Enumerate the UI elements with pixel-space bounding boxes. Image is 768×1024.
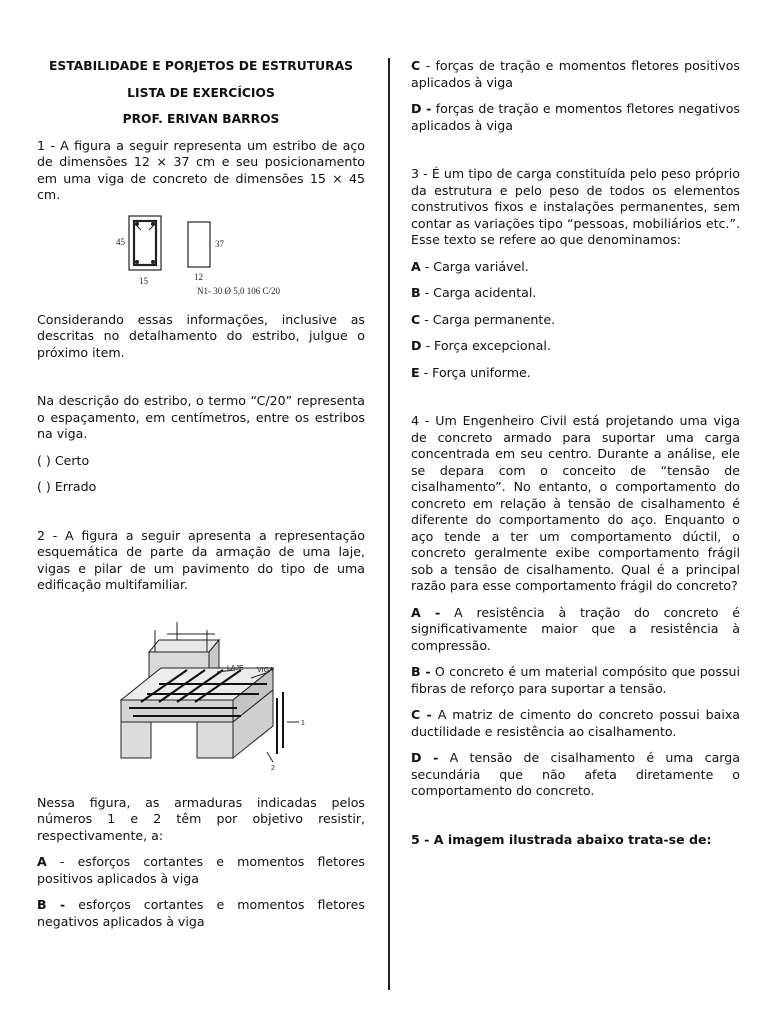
q3-option-e: E - Força uniforme.	[411, 364, 531, 380]
document-title: ESTABILIDADE E PORJETOS DE ESTRUTURAS	[49, 59, 353, 73]
beam-height-label: 45	[116, 236, 125, 247]
q5-intro: 5 - A imagem ilustrada abaixo trata-se de:	[411, 831, 712, 847]
q1-intro: 1 - A figura a seguir representa um estribo de aço de dimensões 12 × 37 cm e seu posicionamento em uma viga de concreto de dimensões 15 × 45 cm.	[37, 137, 365, 202]
viga-label: VIGA	[257, 666, 274, 674]
stirrup-spec-label: N1- 30 Ø 5,0 106 C/20	[197, 285, 280, 296]
beam-width-label: 15	[139, 275, 148, 286]
stirrup-width-label: 12	[194, 271, 203, 282]
q1-statement: Na descrição do estribo, o termo “C/20” representa o espaçamento, em centímetros, entre os estribos na viga.	[37, 393, 365, 441]
q3-intro: 3 - É um tipo de carga constituída pelo peso próprio da estrutura e pelo peso de todos os elementos construtivos fixos e instalações permanentes, sem contar as variações tipo “pessoas, mobiliários etc.”. Esse texto se refere ao que denominamos:	[411, 166, 740, 247]
q2-option-c: C - forças de tração e momentos fletores positivos aplicados à viga	[411, 58, 740, 90]
professor-name: PROF. ERIVAN BARROS	[122, 112, 280, 126]
q2-option-a: A - esforços cortantes e momentos fletores positivos aplicados à viga	[37, 854, 365, 886]
q3-option-b: B - Carga acidental.	[411, 285, 537, 300]
rebar-2-label: 2	[271, 764, 275, 772]
document-subtitle: LISTA DE EXERCÍCIOS	[127, 85, 275, 100]
q1-option-certo: ( ) Certo	[37, 452, 90, 468]
q2-option-d: D - forças de tração e momentos fletores negativos aplicados à viga	[411, 101, 740, 133]
left-column	[37, 58, 365, 940]
q2-option-b: B - esforços cortantes e momentos fletores negativos aplicados à viga	[37, 897, 365, 929]
right-column	[411, 58, 740, 858]
laje-label: LAJE	[227, 664, 244, 672]
q4-option-b: B - O concreto é um material compósito que possui fibras de reforço para suportar a tensão.	[411, 664, 740, 696]
q3-option-a: A - Carga variável.	[411, 258, 529, 274]
q2-intro: 2 - A figura a seguir apresenta a representação esquemática de parte da armação de uma laje, vigas e pilar de um pavimento do tipo de uma edificação multifamiliar.	[37, 527, 365, 592]
stirrup-height-label: 37	[215, 238, 224, 249]
q2-question: Nessa figura, as armaduras indicadas pelos números 1 e 2 têm por objetivo resistir, respectivamente, a:	[37, 794, 365, 843]
q4-option-a: A - A resistência à tração do concreto é significativamente maior que a resistência à compressão.	[411, 604, 740, 653]
rebar-1-label: 1	[301, 719, 305, 727]
q4-intro: 4 - Um Engenheiro Civil está projetando uma viga de concreto armado para suportar uma carga concentrada em seu centro. Durante a análise, ele se depara com o conceito de “tensão de cisalhamento”. No entanto, o comportamento do concreto em relação à tensão de cisalhamento é diferente do comportamento do aço. Enquanto o aço tende a ter um comportamento dúctil, o concreto geralmente exibe comportamento frágil sob a tensão de cisalhamento. Qual é a principal razão para esse comportamento frágil do concreto?	[411, 413, 740, 593]
stirrup-figure	[37, 214, 365, 304]
q1-context: Considerando essas informações, inclusive as descritas no detalhamento do estribo, julgue o próximo item.	[37, 311, 365, 360]
q4-option-c: C - A matriz de cimento do concreto possui baixa ductilidade e resistência ao cisalhamento.	[411, 707, 740, 739]
column-divider	[388, 58, 390, 990]
q3-option-c: C - Carga permanente.	[411, 311, 556, 327]
slab-beam-column-figure	[37, 612, 365, 787]
q3-option-d: D - Força excepcional.	[411, 338, 551, 353]
q1-option-errado: ( ) Errado	[37, 479, 97, 494]
q4-option-d: D - A tensão de cisalhamento é uma carga secundária que não afeta diretamente o comportamento do concreto.	[411, 750, 740, 798]
